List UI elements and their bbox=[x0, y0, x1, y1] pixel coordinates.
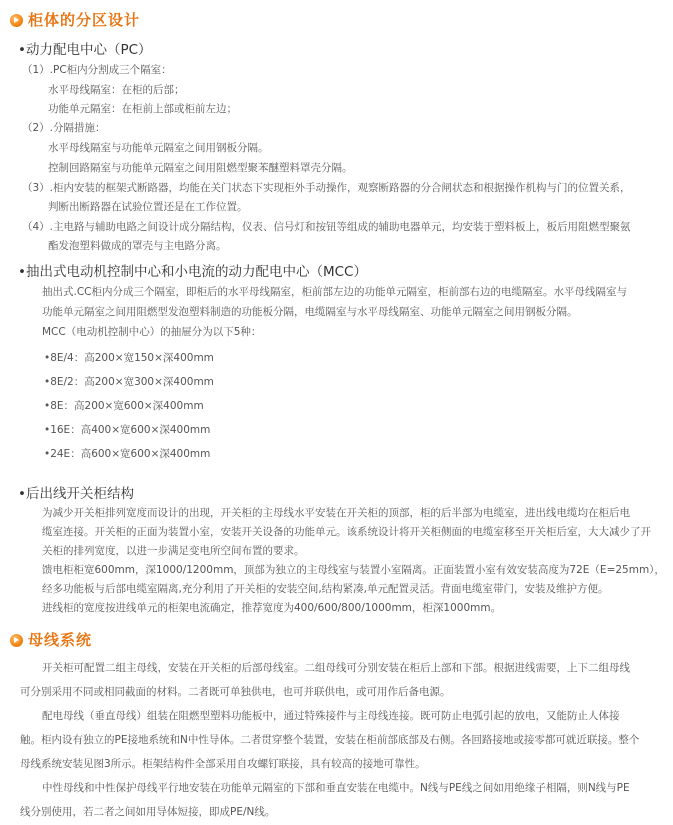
rear-line: 进线柜的宽度按进线单元的柜架电流确定，推荐宽度为400/600/800/1000mm，柜深1000mm。 bbox=[42, 602, 502, 614]
drawer-spec: •8E：高200×宽600×深400mm bbox=[44, 400, 204, 412]
section-title-busbar-system: 母线系统 bbox=[28, 631, 93, 649]
pc-line: 功能单元隔室：在柜前上部或柜前左边； bbox=[48, 103, 237, 115]
pc-line: 判断出断路器在试验位置还是在工作位置。 bbox=[48, 201, 248, 213]
drawer-spec: •24E：高600×宽600×深400mm bbox=[44, 448, 211, 460]
rear-line: 经多功能板与后部电缆室隔离,充分利用了开关柜的安装空间,结构紧凑,单元配置灵活。背面电缆室带门，安装及维护方便。 bbox=[42, 583, 609, 595]
busbar-line: 配电母线（垂直母线）组装在阻燃型塑料功能板中，通过特殊接件与主母线连接。既可防止电弧引起的放电，又能防止人体接 bbox=[42, 710, 620, 722]
section-bullet-icon bbox=[10, 634, 23, 647]
mcc-line: 功能单元隔室之间用阻燃型发泡塑料制造的功能板分隔，电缆隔室与水平母线隔室、功能单元隔室之间用钢板分隔。 bbox=[42, 306, 578, 318]
busbar-line: 母线系统安装见图3所示。柜架结构件全部采用自攻螺钉联接，具有较高的接地可靠性。 bbox=[20, 758, 426, 770]
busbar-line: 开关柜可配置二组主母线，安装在开关柜的后部母线室。二组母线可分别安装在柜后上部和下部。根据进线需要，上下二组母线 bbox=[42, 662, 630, 674]
mcc-line: 抽出式.CC柜内分成三个隔室，即柜后的水平母线隔室，柜前部左边的功能单元隔室，柜前部右边的电缆隔室。水平母线隔室与 bbox=[42, 286, 627, 298]
mcc-heading: •抽出式电动机控制中心和小电流的动力配电中心（MCC） bbox=[18, 264, 367, 280]
drawer-spec: •8E/4：高200×宽150×深400mm bbox=[44, 352, 214, 364]
pc-line: （3）.柜内安装的框架式断路器，均能在关门状态下实现柜外手动操作，观察断路器的分合闸状态和根据操作机构与门的位置关系， bbox=[22, 182, 631, 194]
pc-line: （1）.PC柜内分割成三个隔室： bbox=[22, 64, 172, 76]
pc-line: 水平母线隔室与功能单元隔室之间用钢板分隔。 bbox=[48, 142, 269, 154]
rear-heading: •后出线开关柜结构 bbox=[18, 486, 134, 502]
pc-line: （4）.主电路与辅助电路之间设计成分隔结构，仪表、信号灯和按钮等组成的辅助电器单元，均安装于塑料板上，板后用阻燃型聚氨 bbox=[22, 221, 631, 233]
busbar-line: 线分别使用，若二者之间如用导体短接，即成PE/N线。 bbox=[20, 806, 276, 818]
pc-line: 酯发泡塑料做成的罩壳与主电路分离。 bbox=[48, 240, 227, 252]
rear-line: 缆室连接。开关柜的正面为装置小室，安装开关设备的功能单元。该系统设计将开关柜侧面的电缆室移至开关柜后室，大大减少了开 bbox=[42, 526, 651, 538]
rear-line: 为减少开关柜排列宽度而设计的出现，开关柜的主母线水平安装在开关柜的顶部，柜的后半部为电缆室，进出线电缆均在柜后电 bbox=[42, 507, 630, 519]
busbar-line: 触。柜内设有独立的PE接地系统和N中性导体。二者贯穿整个装置，安装在柜前部底部及右侧。各回路接地或接零都可就近联接。整个 bbox=[20, 734, 640, 746]
drawer-spec: •8E/2：高200×宽300×深400mm bbox=[44, 376, 214, 388]
rear-line: 关柜的排列宽度，以进一步满足变电所空间布置的要求。 bbox=[42, 545, 305, 557]
busbar-line: 中性母线和中性保护母线平行地安装在功能单元隔室的下部和垂直安装在电缆中。N线与PE线之间如用绝缘子相隔，则N线与PE bbox=[42, 782, 630, 794]
pc-line: （2）.分隔措施： bbox=[22, 122, 106, 134]
mcc-line: MCC（电动机控制中心）的抽屉分为以下5种： bbox=[42, 326, 262, 338]
pc-line: 水平母线隔室：在柜的后部； bbox=[48, 84, 185, 96]
pc-line: 控制回路隔室与功能单元隔室之间用阻燃型聚苯醚塑料罩壳分隔。 bbox=[48, 162, 353, 174]
pc-heading: •动力配电中心（PC） bbox=[18, 42, 152, 58]
section-bullet-icon bbox=[10, 14, 23, 27]
busbar-line: 可分别采用不同或相同截面的材料。二者既可单独供电，也可并联供电，或可用作后备电源。 bbox=[20, 686, 451, 698]
section-title-cabinet-partition: 柜体的分区设计 bbox=[28, 11, 141, 29]
drawer-spec: •16E：高400×宽600×深400mm bbox=[44, 424, 211, 436]
rear-line: 馈电柜柜宽600mm，深1000/1200mm，顶部为独立的主母线室与装置小室隔离。正面装置小室有效安装高度为72E（E=25mm）， bbox=[42, 564, 665, 576]
